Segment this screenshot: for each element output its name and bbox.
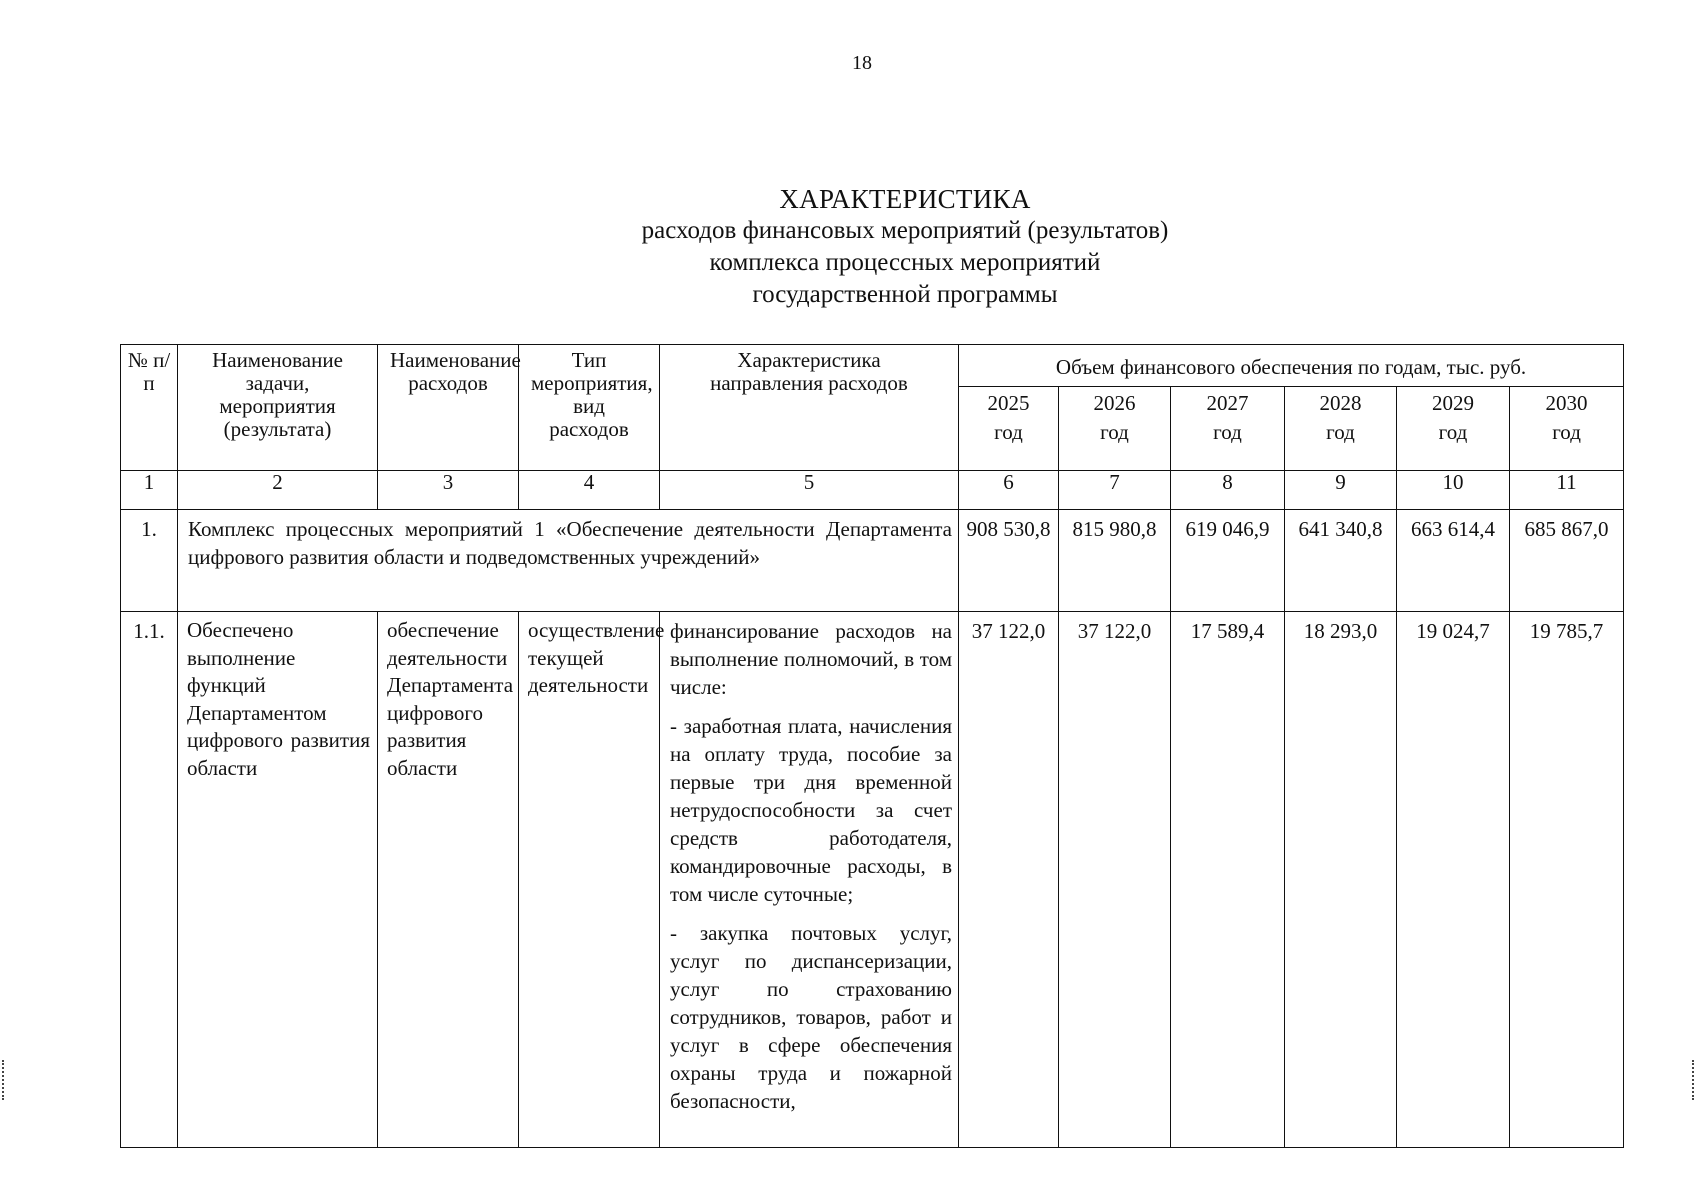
title-line-3: комплекса процессных мероприятий bbox=[709, 249, 1101, 276]
column-number: 1 bbox=[121, 471, 178, 510]
header-year-2028 bbox=[1285, 387, 1397, 471]
value-2027: 17 589,4 bbox=[1171, 612, 1285, 1148]
value-2026: 815 980,8 bbox=[1059, 510, 1171, 612]
column-number: 9 bbox=[1285, 471, 1397, 510]
table-row-complex bbox=[121, 510, 1624, 612]
header-expense-name: Наименование расходов bbox=[378, 345, 519, 471]
complex-name: Комплекс процессных мероприятий 1 «Обеспечение деятельности Департамента цифрового развития области и подведомственных учреждений» bbox=[178, 510, 959, 612]
table-row-task bbox=[121, 612, 1624, 1148]
column-number: 11 bbox=[1510, 471, 1624, 510]
value-2030: 685 867,0 bbox=[1510, 510, 1624, 612]
title-line-2: расходов финансовых мероприятий (результатов) bbox=[641, 217, 1169, 244]
value-2028: 641 340,8 bbox=[1285, 510, 1397, 612]
header-year-2027 bbox=[1171, 387, 1285, 471]
characteristic-paragraph: финансирование расходов на выполнение полномочий, в том числе: bbox=[670, 619, 952, 699]
column-number: 3 bbox=[378, 471, 519, 510]
value-2029: 19 024,7 bbox=[1397, 612, 1510, 1148]
year-unit: год bbox=[994, 420, 1023, 444]
expense-characteristic bbox=[660, 612, 959, 1148]
scan-edge-mark-left bbox=[2, 1060, 6, 1100]
year-label: 2025 bbox=[987, 391, 1030, 415]
value-2028: 18 293,0 bbox=[1285, 612, 1397, 1148]
header-year-2026 bbox=[1059, 387, 1171, 471]
year-label: 2029 bbox=[1432, 391, 1474, 415]
header-no: № п/п bbox=[121, 345, 178, 471]
year-unit: год bbox=[1438, 420, 1468, 444]
page-number: 18 bbox=[852, 52, 872, 74]
value-2025: 37 122,0 bbox=[959, 612, 1059, 1148]
characteristic-paragraph: - заработная плата, начисления на оплату труда, пособие за первые три дня временной нетрудоспособности за счет средств работодателя, командировочные расходы, в том числе суточные; bbox=[670, 714, 952, 906]
year-label: 2026 bbox=[1093, 391, 1136, 415]
header-task: Наименование задачи, мероприятия (результата) bbox=[178, 345, 378, 471]
year-unit: год bbox=[1326, 420, 1355, 444]
header-row-1 bbox=[121, 345, 1624, 387]
task-name: Обеспечено выполнение функций Департаментом цифрового развития области bbox=[178, 612, 378, 1148]
row-number: 1.1. bbox=[121, 612, 178, 1148]
row-number: 1. bbox=[121, 510, 178, 612]
column-number: 5 bbox=[660, 471, 959, 510]
column-number: 4 bbox=[519, 471, 660, 510]
title-line-1: ХАРАКТЕРИСТИКА bbox=[779, 184, 1031, 214]
characteristic-paragraph: - закупка почтовых услуг, услуг по диспансеризации, услуг по страхованию сотрудников, товаров, работ и услуг в сфере обеспечения охраны труда и пожарной безопасности, bbox=[670, 921, 952, 1113]
column-number-row bbox=[121, 471, 1624, 510]
header-event-type: Тип мероприятия, вид расходов bbox=[519, 345, 660, 471]
header-funding: Объем финансового обеспечения по годам, тыс. руб. bbox=[959, 345, 1624, 387]
value-2030: 19 785,7 bbox=[1510, 612, 1624, 1148]
value-2029: 663 614,4 bbox=[1397, 510, 1510, 612]
column-number: 8 bbox=[1171, 471, 1285, 510]
year-label: 2030 bbox=[1545, 391, 1588, 415]
year-unit: год bbox=[1552, 420, 1581, 444]
value-2025: 908 530,8 bbox=[959, 510, 1059, 612]
column-number: 6 bbox=[959, 471, 1059, 510]
header-year-2029 bbox=[1397, 387, 1510, 471]
document-title bbox=[0, 183, 1697, 311]
event-type: осуществление текущей деятельности bbox=[519, 612, 660, 1148]
header-year-2025 bbox=[959, 387, 1059, 471]
year-unit: год bbox=[1100, 420, 1129, 444]
scan-edge-mark-right bbox=[1692, 1060, 1696, 1100]
column-number: 2 bbox=[178, 471, 378, 510]
year-label: 2028 bbox=[1319, 391, 1362, 415]
year-unit: год bbox=[1213, 420, 1242, 444]
column-number: 7 bbox=[1059, 471, 1171, 510]
expenses-table bbox=[120, 344, 1624, 1148]
header-year-2030 bbox=[1510, 387, 1624, 471]
header-characteristic: Характеристика направления расходов bbox=[660, 345, 959, 471]
value-2026: 37 122,0 bbox=[1059, 612, 1171, 1148]
value-2027: 619 046,9 bbox=[1171, 510, 1285, 612]
column-number: 10 bbox=[1397, 471, 1510, 510]
title-line-4: государственной программы bbox=[752, 281, 1058, 308]
expense-name: обеспечение деятельности Департамента цифрового развития области bbox=[378, 612, 519, 1148]
year-label: 2027 bbox=[1206, 391, 1249, 415]
